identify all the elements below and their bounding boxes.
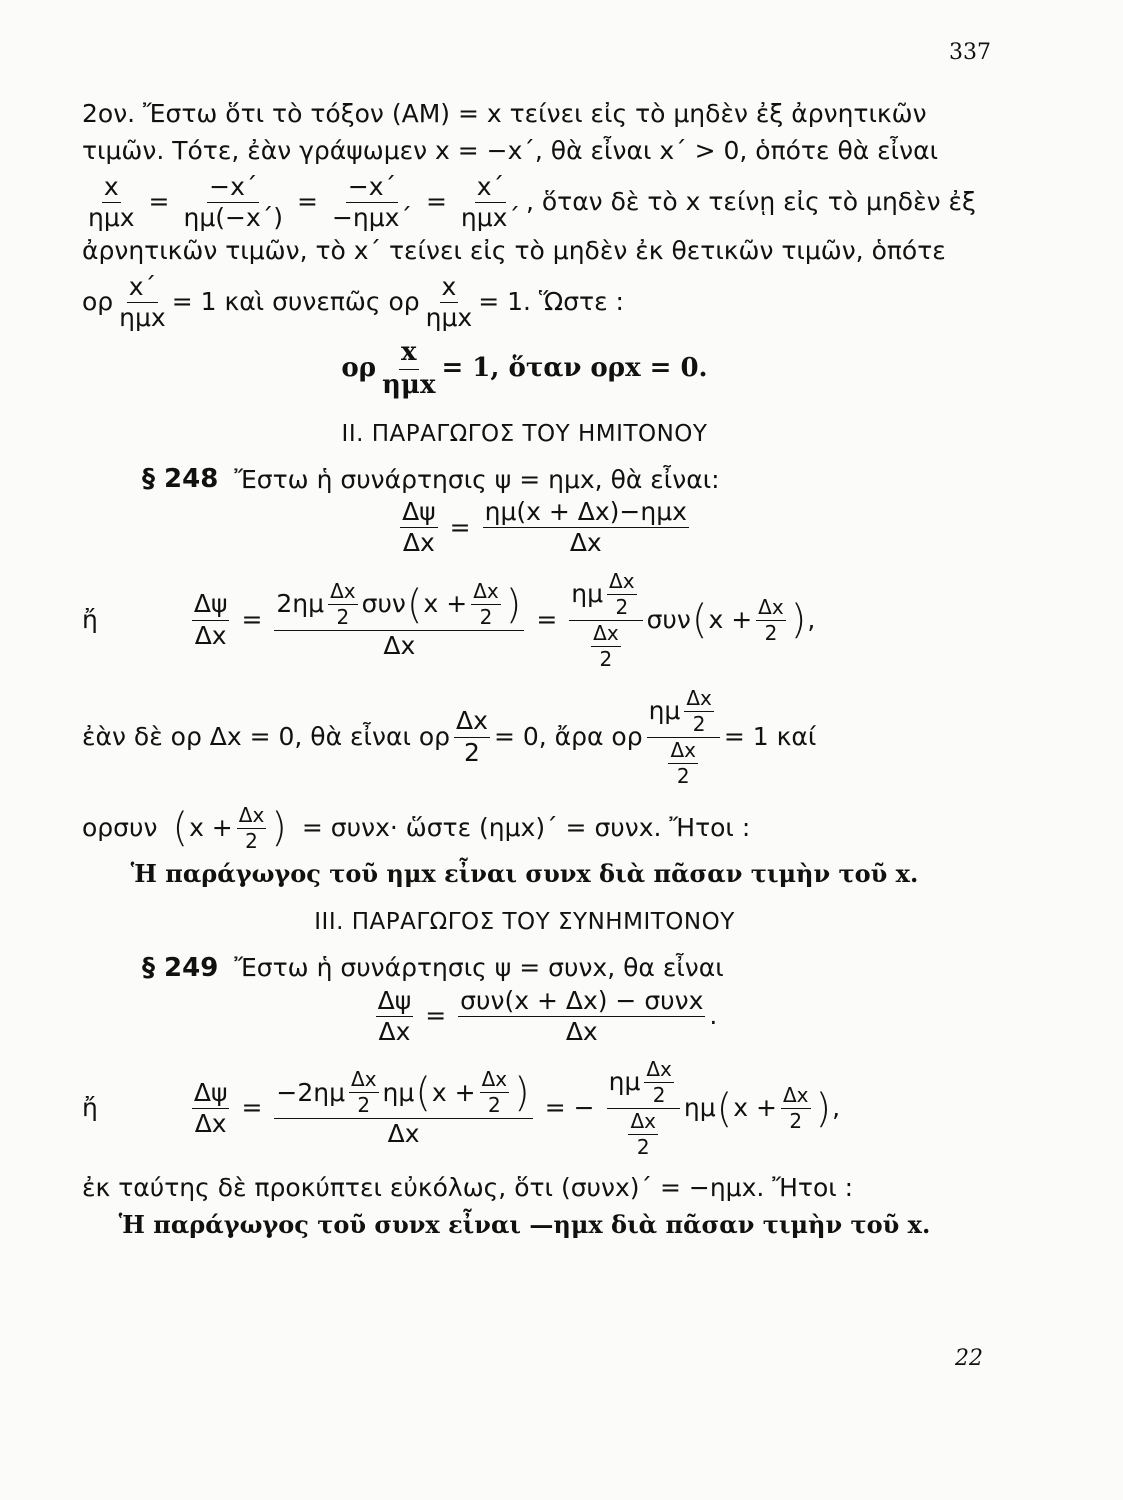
numerator: Δx bbox=[758, 594, 784, 619]
numerator bbox=[607, 1059, 680, 1109]
denominator: Δx bbox=[565, 1016, 598, 1046]
numerator: Δx bbox=[686, 685, 712, 710]
fraction bbox=[647, 685, 720, 788]
denominator: Δx bbox=[402, 528, 435, 558]
fraction bbox=[684, 685, 714, 736]
fraction bbox=[380, 339, 437, 399]
numerator: Δx bbox=[238, 802, 265, 827]
text: , bbox=[807, 604, 816, 634]
text: = 1, ὅταν ορx = 0. bbox=[441, 353, 708, 384]
sec249-conclusion: ἐκ ταύτης δὲ προκύπτει εὐκόλως, ὅτι (συνx)΄ = −ημx. Ἤτοι : bbox=[82, 1173, 854, 1203]
fraction bbox=[480, 1069, 510, 1116]
numerator: Δx bbox=[609, 568, 635, 593]
sec248-eq1: $\frac{\Delta\psi}{\Delta x}$ = $\frac{\text{ημ(x + Δx)−ημx}}{\Delta x}$ bbox=[402, 497, 687, 558]
case2-line3-tail: , ὅταν δὲ τὸ x τείνῃ εἰς τὸ μηδὲν ἐξ bbox=[525, 186, 976, 216]
case2-result bbox=[82, 339, 967, 399]
text: Ἔστω ἡ συνάρτησις ψ = συνx, θα εἶναι bbox=[234, 953, 724, 983]
fraction bbox=[668, 737, 698, 788]
signature-mark: 22 bbox=[955, 1346, 983, 1371]
case2-equation: $\frac{x}{\text{ημx}}$ = $\frac{-x΄}{\eta\mu(-x΄)}$ = $\frac{-x΄}{\text{−ημx΄}}$ = $\frac{x΄}{\text{ημx΄}}$ , ὅταν δὲ τὸ x τείνῃ εἰς τὸ μηδὲν ἐξ bbox=[88, 171, 976, 232]
denominator: ημx΄ bbox=[460, 202, 520, 232]
text: −2ημ bbox=[276, 1077, 346, 1107]
sec248-intro bbox=[82, 465, 967, 495]
numerator: Δx bbox=[481, 1067, 508, 1092]
text: , bbox=[832, 1093, 841, 1123]
text: x + bbox=[431, 1077, 476, 1107]
numerator: Δx bbox=[630, 1109, 657, 1134]
sec248-limit-line bbox=[82, 685, 967, 788]
fraction bbox=[628, 1111, 658, 1158]
text: συν bbox=[361, 589, 406, 619]
fraction bbox=[424, 271, 475, 332]
cosine-derivative-statement: Ἡ παράγωγος τοῦ συνx εἶναι —ημx διὰ πᾶσαν τιμὴν τοῦ x. bbox=[118, 1209, 931, 1239]
fraction bbox=[330, 171, 414, 232]
section-title-sine: II. ΠΑΡΑΓΩΓΟΣ ΤΟΥ ΗΜΙΤΟΝΟΥ bbox=[341, 420, 708, 447]
case2-line4: ἀρνητικῶν τιμῶν, τὸ x΄ τείνει εἰς τὸ μηδὲν ἐκ θετικῶν τιμῶν, ὁπότε bbox=[82, 236, 946, 265]
numerator bbox=[647, 685, 720, 738]
numerator: Δx bbox=[646, 1057, 672, 1082]
denominator: 2 bbox=[789, 1109, 803, 1134]
fraction bbox=[569, 568, 642, 671]
denominator: 2 bbox=[676, 763, 690, 788]
denominator bbox=[622, 1109, 664, 1158]
denominator: 2 bbox=[464, 737, 480, 767]
text: = − bbox=[544, 1093, 595, 1123]
sec248-eq2: ἤ $\frac{\Delta\psi}{\Delta x}$ = 2ημ $\frac{\Delta x}{2}$ συν ( x + $\frac{\Delta x}{2}$ ) Δx = ημ $\frac{\Delta x}{2}$ $\frac{\Delta x}{2}$ συν ( x + $\frac{\Delta x}{2}$ ) , bbox=[82, 568, 816, 671]
text: = 1 καί bbox=[723, 721, 817, 751]
denominator: 2 bbox=[488, 1093, 501, 1118]
numerator: Δx bbox=[454, 708, 490, 737]
fraction bbox=[459, 171, 522, 232]
op-label: ορ bbox=[341, 353, 377, 384]
denominator bbox=[662, 738, 704, 787]
denominator: 2 bbox=[764, 620, 778, 645]
numerator: −x΄ bbox=[346, 174, 398, 203]
text: Ἔστω ἡ συνάρτησις ψ = ημx, θὰ εἶναι: bbox=[234, 464, 720, 494]
fraction bbox=[607, 1059, 680, 1158]
case2-line2: τιμῶν. Τότε, ἐὰν γράψωμεν x = −x΄, θὰ εἶναι x΄ > 0, ὁπότε θὰ εἶναι bbox=[82, 135, 939, 165]
fraction bbox=[471, 581, 501, 628]
text: ημ bbox=[382, 1077, 415, 1107]
denominator: Δx bbox=[383, 631, 416, 661]
denominator bbox=[585, 621, 627, 670]
denominator: 2 bbox=[636, 1135, 650, 1160]
case2-limit-line bbox=[82, 271, 967, 332]
text: συν bbox=[646, 604, 691, 634]
numerator: Δx bbox=[670, 737, 696, 762]
section-number: § 249 bbox=[142, 952, 219, 983]
fraction bbox=[781, 1085, 811, 1132]
numerator: Δx bbox=[330, 579, 356, 604]
numerator: −x΄ bbox=[207, 174, 259, 203]
sec249-eq2: ἤ $\frac{\Delta\psi}{\Delta x}$ = −2ημ $\frac{\Delta x}{2}$ ημ ( x + $\frac{\Delta x}{2}$ ) Δx = − ημ $\frac{\Delta x}{2}$ $\frac{\Delta x}{2}$ ημ ( x + $\frac{\Delta x}{2}$ ) , bbox=[82, 1057, 841, 1160]
fraction bbox=[458, 985, 705, 1046]
text: = συνx· ὥστε (ημx)΄ = συνx. Ἤτοι : bbox=[301, 812, 751, 842]
fraction bbox=[376, 985, 414, 1046]
numerator bbox=[569, 568, 642, 621]
numerator: x bbox=[399, 339, 419, 369]
denominator: 2 bbox=[336, 605, 350, 630]
text: ἤ bbox=[82, 1093, 98, 1123]
numerator: Δx bbox=[593, 620, 619, 645]
numerator: ημ(x + Δx)−ημx bbox=[483, 499, 689, 528]
text: . bbox=[709, 1000, 718, 1030]
numerator: x΄ bbox=[475, 174, 506, 203]
text: x + bbox=[733, 1093, 777, 1123]
numerator: −2ημ $\frac{\Delta x}{2}$ ημ ( x + $\frac{\Delta x}{2}$ ) bbox=[274, 1069, 532, 1119]
numerator: x΄ bbox=[127, 274, 158, 303]
numerator: Δψ bbox=[192, 591, 230, 620]
fraction bbox=[274, 581, 524, 659]
denominator: Δx bbox=[194, 1109, 227, 1139]
denominator: 2 bbox=[599, 646, 613, 671]
denominator: Δx bbox=[194, 620, 227, 650]
text: x + bbox=[189, 812, 233, 842]
text: x + bbox=[423, 589, 468, 619]
sec249-eq1: $\frac{\Delta\psi}{\Delta x}$ = $\frac{\text{συν(x + Δx) − συνx}}{\Delta x}$ . bbox=[377, 985, 718, 1046]
fraction bbox=[644, 1059, 674, 1106]
denominator: ημx bbox=[119, 303, 166, 332]
denominator: Δx bbox=[387, 1119, 420, 1149]
text: ημ bbox=[571, 579, 604, 609]
fraction bbox=[192, 1077, 230, 1139]
fraction bbox=[349, 1069, 379, 1116]
denominator: −ημx΄ bbox=[331, 202, 412, 232]
denominator: ημx bbox=[88, 202, 135, 232]
denominator: Δx bbox=[378, 1016, 411, 1046]
text: 2ημ bbox=[276, 589, 325, 619]
numerator: x bbox=[102, 174, 121, 203]
denominator: 2 bbox=[245, 828, 258, 853]
denominator: 2 bbox=[357, 1093, 371, 1118]
numerator: Δx bbox=[473, 579, 499, 604]
text: = 1. Ὥστε : bbox=[478, 287, 624, 317]
section-title-cosine: III. ΠΑΡΑΓΩΓΟΣ ΤΟΥ ΣΥΝΗΜΙΤΟΝΟΥ bbox=[314, 909, 735, 936]
numerator: 2ημ $\frac{\Delta x}{2}$ συν ( x + $\frac{\Delta x}{2}$ ) bbox=[274, 581, 524, 631]
denominator: 2 bbox=[615, 594, 629, 619]
fraction bbox=[591, 620, 621, 671]
numerator: συν(x + Δx) − συνx bbox=[458, 988, 705, 1017]
fraction bbox=[607, 568, 637, 619]
numerator: Δx bbox=[351, 1067, 377, 1092]
fraction bbox=[117, 271, 168, 332]
denominator: ημx bbox=[382, 369, 436, 400]
text: x + bbox=[708, 604, 753, 634]
text: ἐὰν δὲ ορ Δx = 0, θὰ εἶναι ορ bbox=[82, 721, 451, 751]
denominator: Δx bbox=[569, 528, 602, 558]
fraction bbox=[274, 1069, 532, 1147]
denominator: 2 bbox=[479, 605, 493, 630]
numerator: Δx bbox=[782, 1083, 809, 1108]
numerator: Δψ bbox=[376, 988, 414, 1017]
denominator: ημx bbox=[425, 303, 473, 332]
op-label: ορ bbox=[82, 287, 114, 317]
fraction bbox=[86, 171, 137, 232]
text: ημ bbox=[608, 1067, 641, 1097]
sine-derivative-statement: Ἡ παράγωγος τοῦ ημx εἶναι συνx διὰ πᾶσαν τιμὴν τοῦ x. bbox=[130, 858, 919, 888]
text: ορσυν bbox=[82, 812, 158, 842]
fraction bbox=[182, 171, 286, 232]
denominator: 2 bbox=[692, 711, 706, 736]
numerator: x bbox=[440, 274, 459, 303]
text: ἤ bbox=[82, 604, 98, 634]
fraction bbox=[237, 802, 267, 853]
section-number: § 248 bbox=[142, 464, 219, 495]
sec248-orsyn-line: ορσυν ( x + $\frac{\Delta x}{2}$ ) = συνx· ὥστε (ημx)΄ = συνx. Ἤτοι : bbox=[82, 802, 751, 853]
page-number: 337 bbox=[949, 40, 991, 65]
fraction bbox=[328, 581, 358, 628]
numerator: Δψ bbox=[400, 499, 438, 528]
fraction bbox=[192, 591, 230, 649]
text: = 1 καὶ συνεπῶς ορ bbox=[171, 287, 420, 317]
text: ημ bbox=[683, 1093, 716, 1123]
case2-line1: 2ον. Ἔστω ὅτι τὸ τόξον (ΑΜ) = x τείνει εἰς τὸ μηδὲν ἐξ ἀρνητικῶν bbox=[82, 99, 927, 128]
numerator: Δψ bbox=[192, 1080, 230, 1109]
fraction bbox=[483, 499, 689, 557]
denominator: ημ(−x΄) bbox=[183, 202, 283, 232]
fraction bbox=[756, 594, 786, 645]
fraction bbox=[454, 708, 490, 766]
fraction bbox=[400, 499, 438, 557]
denominator: 2 bbox=[652, 1083, 666, 1108]
text: = 0, ἄρα ορ bbox=[493, 721, 643, 751]
sec249-intro bbox=[82, 954, 967, 984]
text: ημ bbox=[648, 696, 681, 726]
page-content bbox=[82, 99, 976, 1239]
